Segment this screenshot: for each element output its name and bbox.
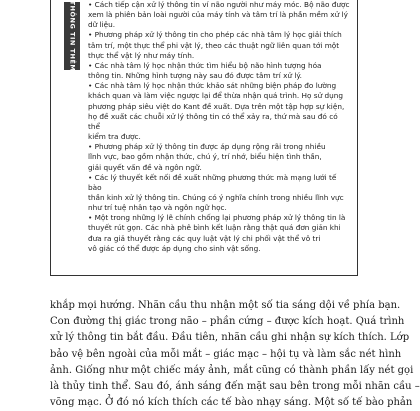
- sidebar-line: • Các nhà tâm lý học nhận thức tìm hiểu bộ não hình tượng hóa: [88, 60, 322, 70]
- sidebar-line: thần kinh xử lý thông tin. Chúng có ý nghĩa chính trong nhiều lĩnh vực: [88, 192, 344, 202]
- body-line: Con đường thị giác trong não – phần cứng – được kích hoạt. Quá trình: [50, 316, 405, 328]
- sidebar-line: xem là phiên bản loài người của máy tính và tâm trí là phần mềm xử lý: [88, 10, 348, 20]
- sidebar-line: • Phương pháp xử lý thông tin cho phép các nhà tâm lý học giải thích: [88, 30, 342, 40]
- sidebar-line: khách quan và làm việc ngược lại để thừa nhận quá trình. Họ sử dụng: [88, 91, 344, 101]
- sidebar-line: • Một trong những lý lẽ chính chống lại phương pháp xử lý thông tin là: [88, 213, 346, 223]
- body-line: bảo vệ bên ngoài của mỗi mắt – giác mạc – hội tụ và làm sắc nét hình: [50, 348, 402, 360]
- sidebar-line: đưa ra giả thuyết rằng các quy luật vật lý chi phối vật thể vô tri: [88, 233, 321, 243]
- sidebar-tab: [64, 2, 80, 70]
- sidebar-line: thực thể vật lý như máy tính.: [88, 50, 195, 60]
- body-line: khắp mọi hướng. Nhãn cầu thu nhận một số tia sáng dội về phía bạn.: [50, 300, 401, 311]
- body-line: xử lý thông tin bắt đầu. Đầu tiên, nhãn cầu ghi nhận sự kích thích. Lớp: [50, 332, 410, 344]
- sidebar-line: • Các nhà tâm lý học nhận thức khảo sát những biện pháp đo lường: [88, 81, 337, 91]
- sidebar-line: • Các lý thuyết kết nối đề xuất những phương thức mà mạng lưới tế bào: [88, 172, 337, 192]
- sidebar-line: dữ liệu.: [88, 20, 116, 30]
- body-line: ảnh. Giống như một chiếc máy ảnh, mắt cũng có thành phần lấy nét gọi: [50, 364, 414, 376]
- body-line: võng mạc. Ở đó nó kích thích các tế bào nhạy sáng. Một số tế bào phản: [50, 397, 413, 409]
- sidebar-line: như trí tuệ nhân tạo và ngôn ngữ học.: [88, 203, 227, 213]
- sidebar-line: lĩnh vực, bao gồm nhận thức, chú ý, trí nhớ, biểu hiện tình thần,: [88, 152, 322, 162]
- body-line: là thủy tinh thể. Sau đó, ánh sáng đến mặt sau bên trong mỗi nhãn cầu –: [50, 381, 420, 393]
- sidebar-line: vô giác có thể được áp dụng cho sinh vật sống.: [88, 243, 261, 253]
- sidebar-line: • Cách tiếp cận xử lý thông tin ví não người như máy móc. Bộ não được: [88, 0, 350, 9]
- sidebar-line: thông tin. Những hình tượng này sau đó được tâm trí xử lý.: [88, 71, 302, 81]
- sidebar-line: giải quyết vấn đề và ngôn ngữ.: [88, 162, 202, 172]
- body-text: [50, 298, 420, 411]
- sidebar-line: kiểm tra được.: [88, 132, 141, 142]
- sidebar-line: tâm trí, một thực thể phi vật lý, theo các thuật ngữ liên quan tới một: [88, 40, 340, 50]
- sidebar-line: phương pháp siêu việt do Kant đề xuất. Dựa trên một tập hợp sự kiện,: [88, 101, 345, 111]
- sidebar-text: [88, 0, 350, 254]
- sidebar-line: họ đề xuất các chuỗi xử lý thông tin có thể xảy ra, thứ mà sau đó có thể: [88, 111, 338, 131]
- sidebar-line: • Phương pháp xử lý thông tin được áp dụng rộng rãi trong nhiều: [88, 142, 326, 152]
- sidebar-line: thuyết rút gọn. Các nhà phê bình kết luận rằng thật quá đơn giản khi: [88, 223, 341, 233]
- sidebar-tab-label: THÔNG TIN THÊM: [68, 0, 76, 72]
